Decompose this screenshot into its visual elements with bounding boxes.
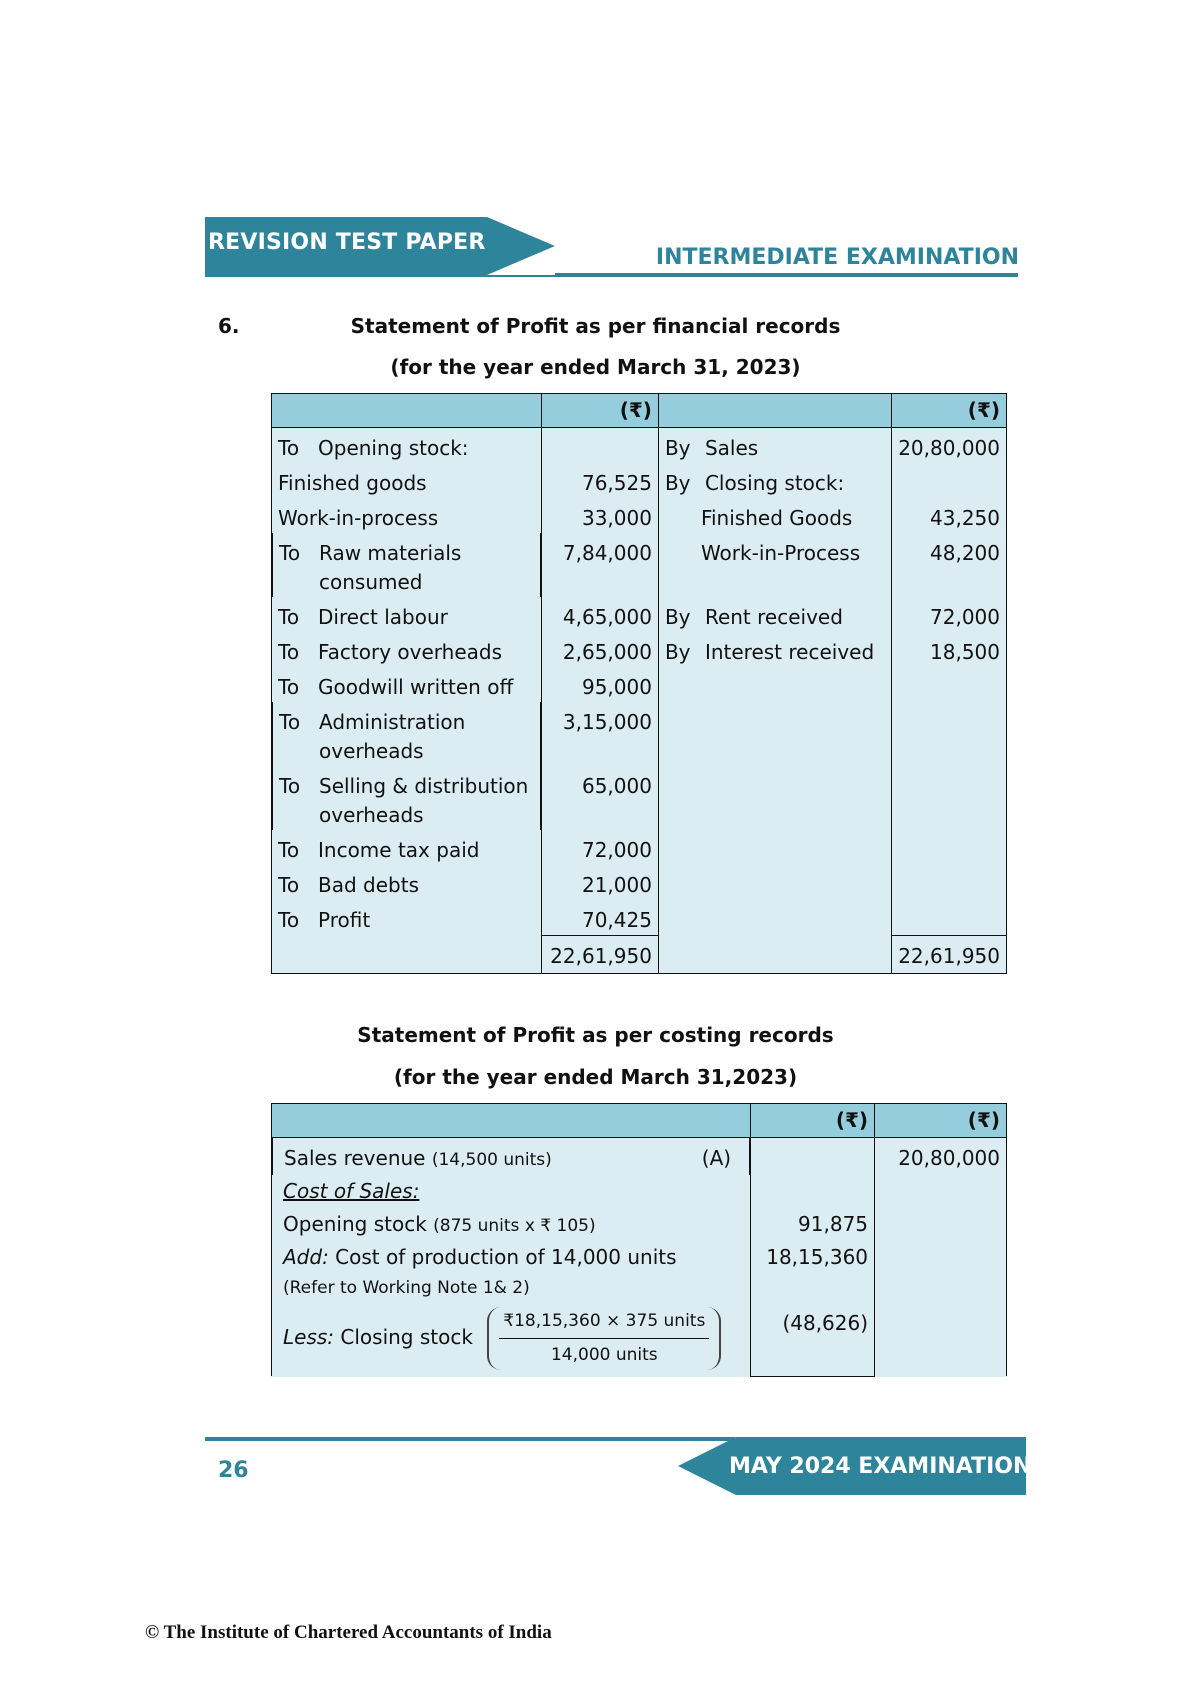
statement1-title: Statement of Profit as per financial records [350,314,841,338]
statement2-title: Statement of Profit as per costing records [357,1023,834,1047]
total-row [272,936,1007,974]
table-row: Finished goods 76,525 By Closing stock: [272,463,1007,498]
table-row: Work-in-process 33,000 Finished Goods 43,250 [272,498,1007,533]
table-row: Cost of Sales: [272,1175,1007,1206]
table-row: To Goodwill written off 95,000 [272,667,1007,702]
table-row: Add: Cost of production of 14,000 units (Refer to Working Note 1& 2) 18,15,360 [272,1241,1007,1303]
table-row: Sales revenue (14,500 units) (A) 20,80,000 [272,1138,1007,1176]
table-header-row [272,1104,1007,1138]
header-underline-left [205,275,555,277]
table-row: To Selling & distribution overheads 65,000 [272,766,1007,830]
table-row: To Bad debts 21,000 [272,865,1007,900]
table-row: To Administration overheads 3,15,000 [272,702,1007,766]
footer-line [205,1437,735,1441]
table-row: To Raw materials consumed 7,84,000 Work-in-Process 48,200 [272,533,1007,597]
page-number: 26 [218,1458,249,1483]
header-underline [555,273,1018,277]
table-row: To Opening stock: By Sales 20,80,000 [272,428,1007,464]
table-row: Less: Closing stock $\frac{\text{₹18,15,360 × 375 units}}{\text{14,000 units}}$ (48,626) [272,1303,1007,1376]
table-row: To Direct labour 4,65,000 By Rent received 72,000 [272,597,1007,632]
header-title: REVISION TEST PAPER [208,230,486,255]
table-row: To Income tax paid 72,000 [272,830,1007,865]
footer-exam: MAY 2024 EXAMINATION [729,1454,1032,1479]
table-row: To Profit 70,425 [272,900,1007,936]
table-row: Opening stock (875 units x ₹ 105) 91,875 [272,1206,1007,1241]
total-credit: 22,61,950 [892,936,1007,974]
currency-header: (₹) [542,394,659,428]
statement1-subtitle: (for the year ended March 31, 2023) [390,355,801,379]
currency-header: (₹) [892,394,1007,428]
table-row: To Factory overheads 2,65,000 By Interest received 18,500 [272,632,1007,667]
closing-stock-fraction: $\frac{\text{₹18,15,360 × 375 units}}{\text{14,000 units}}$ [487,1307,721,1370]
header-exam: INTERMEDIATE EXAMINATION [655,245,1019,270]
financial-profit-table [271,393,1007,974]
currency-header: (₹) [751,1104,875,1138]
total-debit: 22,61,950 [542,936,659,974]
statement2-subtitle: (for the year ended March 31,2023) [393,1065,798,1089]
copyright: © The Institute of Chartered Accountants of India [145,1622,552,1643]
table-header-row [272,394,1007,428]
costing-profit-table [271,1103,1007,1377]
currency-header: (₹) [875,1104,1007,1138]
question-number: 6. [218,314,240,338]
